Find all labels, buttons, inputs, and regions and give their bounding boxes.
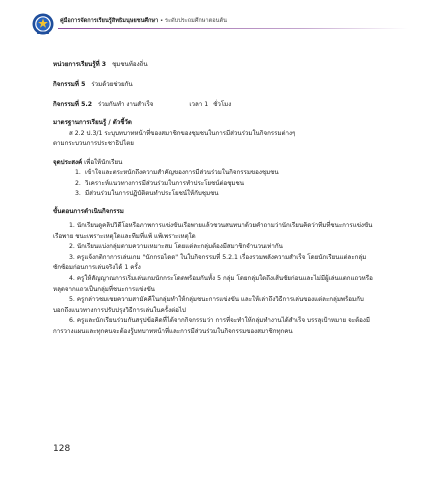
standard-text: ส 2.2 ป.3/1 ระบุบทบาทหน้าที่ของสมาชิกของชุมชนในการมีส่วนร่วมในกิจกรรมต่างๆ [69, 129, 296, 137]
objective-item: 1. เข้าใจและตระหนักถึงความสำคัญของการมีส่วนร่วมในกิจกรรมของชุมชน [75, 169, 279, 177]
nhrc-logo-icon [32, 12, 54, 36]
header-divider [58, 28, 408, 29]
level-subtitle: ระดับประถมศึกษาตอนต้น [165, 18, 227, 24]
objectives-heading: จุดประสงค์ เพื่อให้นักเรียน [53, 158, 123, 166]
procedure-step: 6. ครูและนักเรียนร่วมกันสรุปข้อคิดที่ได้จากกิจกรรมว่า การที่จะทำให้กลุ่มทำงานได้สำเร็จ บรรลุเป้าหมาย จะต้องมีการวางแผนและทุกคนจะต้องรู้บทบาทหน้าที่และการมีส่วนร่วมในกิจกรรมของสมาชิกทุกคน [53, 317, 370, 335]
objective-item: 3. มีส่วนร่วมในการปฏิบัติตนทำประโยชน์ให้กับชุมชน [75, 190, 219, 198]
standard-text-cont: ตามกระบวนการประชาธิปไตย [53, 140, 134, 148]
page-number: 128 [53, 444, 71, 454]
unit-line: หน่วยการเรียนรู้ที่ 3 ชุมชนท้องถิ่น [53, 61, 148, 68]
objective-item: 2. วิเคราะห์แนวทางการมีส่วนร่วมในการทำประโยชน์ต่อชุมชน [75, 179, 244, 187]
lesson-content [53, 60, 373, 338]
procedure-heading: ขั้นตอนการดำเนินกิจกรรม [53, 208, 124, 216]
activity-line: กิจกรรมที่ 5 ร่วมด้วยช่วยกัน [53, 81, 133, 89]
subactivity-line: กิจกรรมที่ 5.2 ร่วมกันทำ งานสำเร็จ เวลา 1 ชั่วโมง [53, 101, 232, 109]
header-title: คู่มือการจัดการเรียนรู้สิทธิมนุษยชนศึกษา • ระดับประถมศึกษาตอนต้น [60, 18, 227, 24]
standard-heading: มาตรฐานการเรียนรู้ / ตัวชี้วัด [53, 119, 132, 127]
procedure-step: 3. ครูแจ้งกติกาการเล่นเกม "นักกรอไดด" ในใบกิจกรรมที่ 5.2.1 เรื่องรวมพลังความสำเร็จ โดยนักเรียนแต่ละกลุ่มซักซ้อมก่อนการเล่นจริงได้ 1 ครั้ง [53, 253, 367, 272]
procedure-step: 5. ครูกล่าวชมเชยความสามัคคีในกลุ่มทำให้กลุ่มชนะการแข่งขัน และให้เล่าถึงวิธีการเล่นของแต่ละกลุ่มพร้อมกับบอกถึงแนวทางการปรับปรุงวิธีการเล่นในครั้งต่อไป [53, 296, 364, 314]
procedure-step: 2. นักเรียนแบ่งกลุ่มตามความเหมาะสม โดยแต่ละกลุ่มต้องมีสมาชิกจำนวนเท่ากัน [69, 243, 283, 251]
page-header [0, 0, 427, 52]
procedure-step: 4. ครูให้สัญญาณการเริ่มเล่นเกมนักกระโดดพร้อมกันทั้ง 5 กลุ่ม โดยกลุ่มใดถึงเส้นชัยก่อนและไม่มีผู้เล่นแตกแถวหรือหลุดจากแถวเป็นกลุ่มที่ชนะการแข่งขัน [53, 275, 373, 293]
manual-title: คู่มือการจัดการเรียนรู้สิทธิมนุษยชนศึกษา [60, 18, 159, 24]
procedure-step: 1. นักเรียนดูคลิปวิดีโอหรือภาพการแข่งขันเรือพายแล้วชวนสนทนาด้วยคำถามว่านักเรียนคิดว่าทีมที่ชนะการแข่งขันเรือพาย ชนะเพราะเหตุใดและทีมที่แพ้ แพ้เพราะเหตุใด [53, 222, 373, 240]
